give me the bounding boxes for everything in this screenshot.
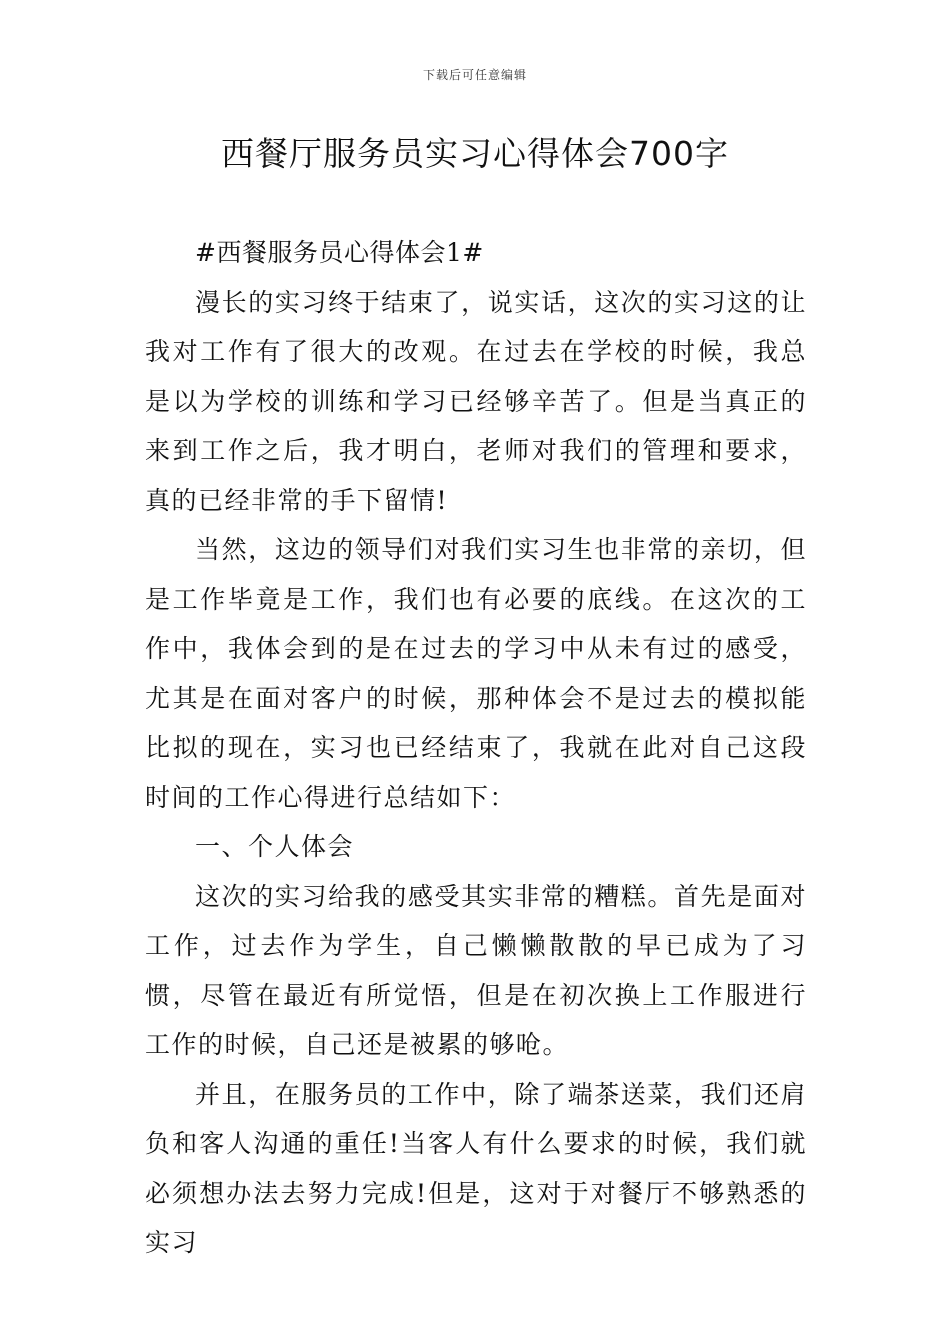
paragraph: 并且，在服务员的工作中，除了端茶送菜，我们还肩负和客人沟通的重任!当客人有什么要求的时候，我们就必须想办法去努力完成!但是，这对于对餐厅不够熟悉的实习 bbox=[145, 1079, 807, 1257]
paragraph: 漫长的实习终于结束了，说实话，这次的实习这的让我对工作有了很大的改观。在过去在学校的时候，我总是以为学校的训练和学习已经够辛苦了。但是当真正的来到工作之后，我才明白，老师对我们的管理和要求，真的已经非常的手下留情! bbox=[145, 287, 807, 515]
paragraph: 当然，这边的领导们对我们实习生也非常的亲切，但是工作毕竟是工作，我们也有必要的底线。在这次的工作中，我体会到的是在过去的学习中从未有过的感受，尤其是在面对客户的时候，那种体会不是过去的模拟能比拟的现在，实习也已经结束了，我就在此对自己这段时间的工作心得进行总结如下： bbox=[145, 535, 807, 812]
paragraph: 这次的实习给我的感受其实非常的糟糕。首先是面对工作，过去作为学生，自己懒懒散散的早已成为了习惯，尽管在最近有所觉悟，但是在初次换上工作服进行工作的时候，自己还是被累的够呛。 bbox=[145, 881, 807, 1059]
header-note: 下载后可任意编辑 bbox=[422, 68, 527, 82]
document-title: 西餐厅服务员实习心得体会700字 bbox=[221, 134, 729, 173]
document-body bbox=[145, 228, 807, 1268]
subsection-heading: 一、个人体会 bbox=[195, 832, 355, 861]
section-heading: #西餐服务员心得体会1# bbox=[195, 238, 484, 267]
